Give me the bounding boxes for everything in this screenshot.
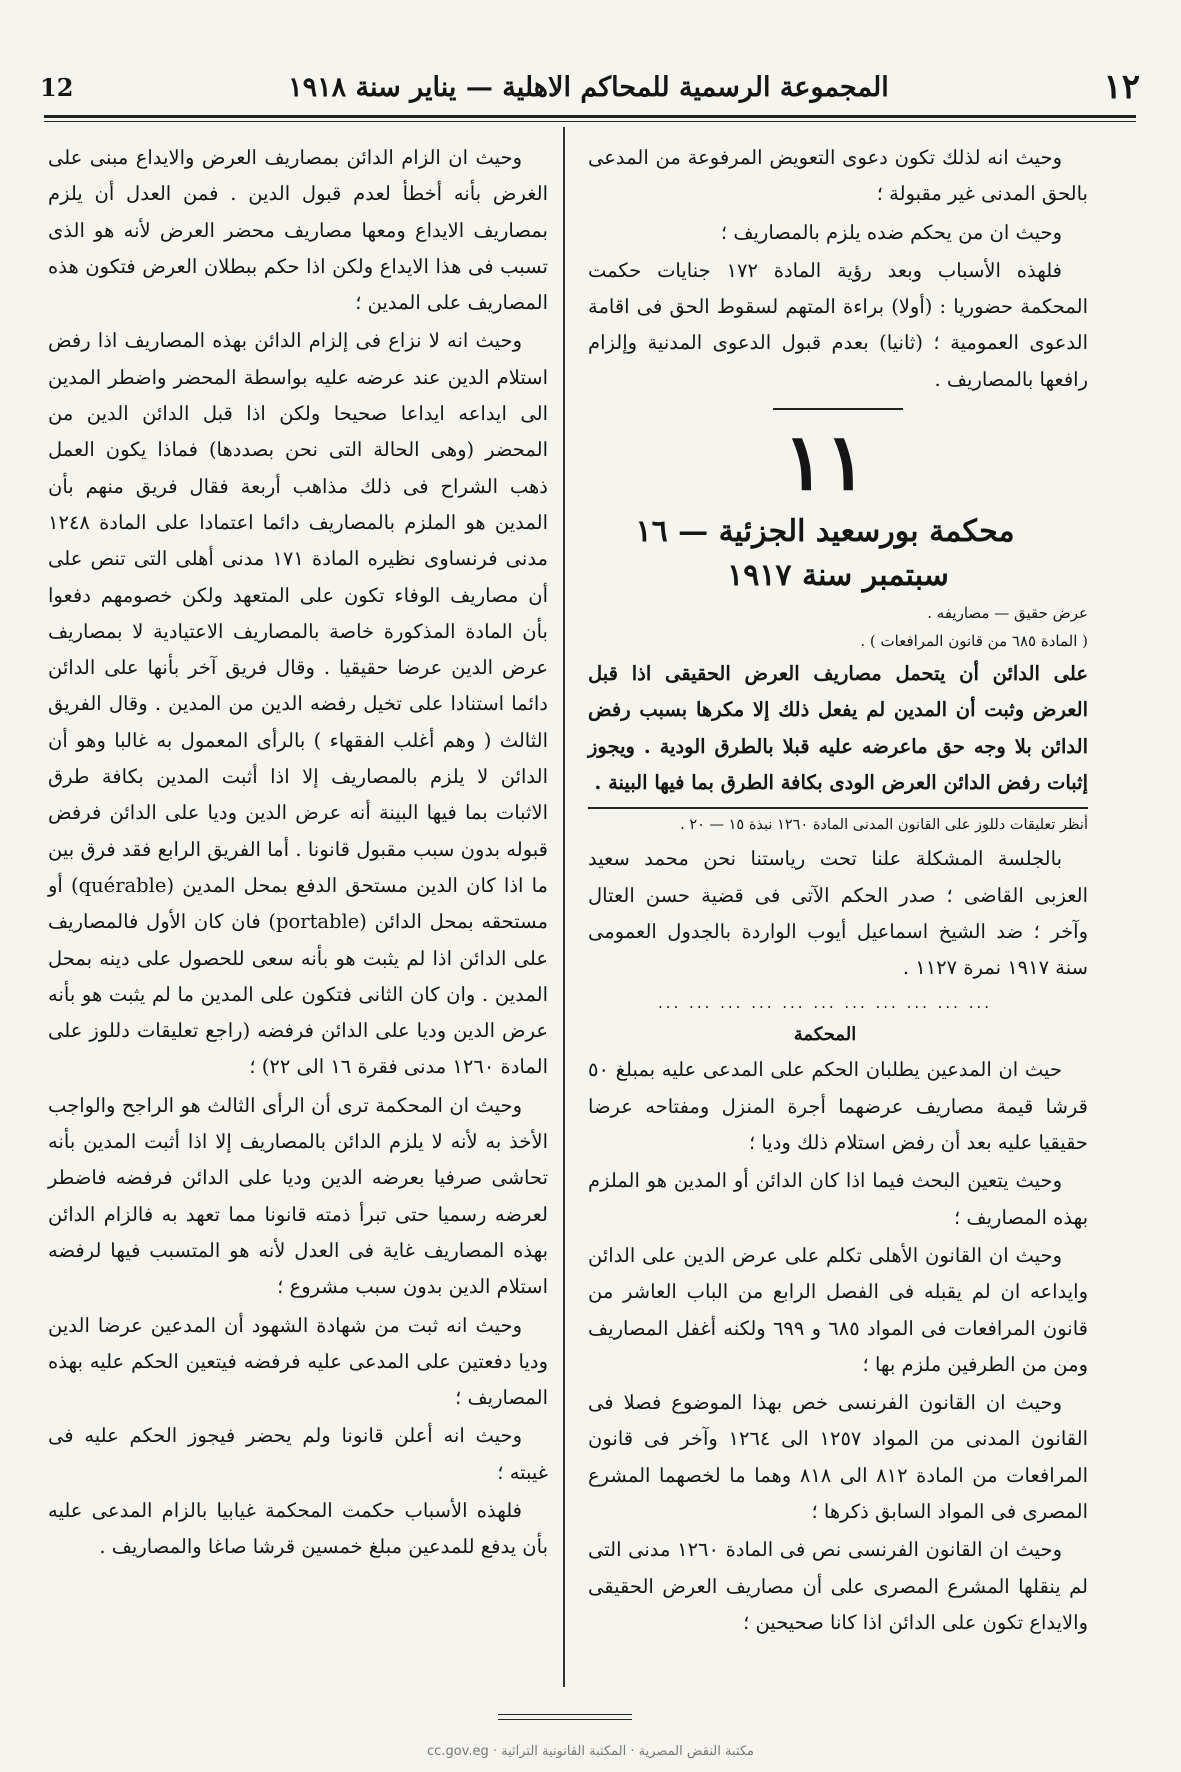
page-number-arabic: ١٢ — [1103, 67, 1140, 107]
paragraph: وحيث انه لا نزاع فى إلزام الدائن بهذه المصاريف اذا رفض استلام الدين عند عرضه عليه بواسطة المحضر واضطر المدين الى ايداعه ايداعا صحيحا ولكن اذا قبل الدائن الدين من المحضر (وهى الحالة التى نحن بصددها) فماذا يكون العمل ذهب الشراح فى ذلك مذاهب أربعة فقال فريق منهم بأن المدين هو الملزم بالمصاريف دائما اعتمادا على المادة ١٢٤٨ مدنى فرنساوى نظيره المادة ١٧١ مدنى أهلى التى تنص على أن مصاريف الوفاء تكون على المتعهد ولكن خصومهم دفعوا بأن المادة المذكورة خاصة بالمصاريف الاعتيادية لا بمصاريف عرض الدين عرضا حقيقيا . وقال فريق آخر بأنها على الدائن دائما استنادا على تخيل رفضه الدين من المدين . وقال الفريق الثالث ( وهم أغلب الفقهاء ) بالرأى المعمول به غالبا وهو أن الدائن لا يلزم بالمصاريف إلا اذا أثبت المدين بكافة طرق الاثبات بما فيها البينة أنه عرض الدين وديا على الدائن فرفض قبوله بدون سبب مقبول قانونا . أما الفريق الرابع فقد فرق بين ما اذا كان الدين مستحق الدفع بمحل المدين (quérable) أو مستحقه بمحل الدائن (portable) فان كان الأول فالمصاريف على الدائن اذا لم يثبت هو بأنه سعى للحصول على دينه بمحل المدين . وان كان الثانى فتكون على المدين ما لم يثبت هو بأنه عرض الدين وديا على الدائن فرفضه (راجع تعليقات دللوز على المادة ١٢٦٠ مدنى فقرة ١٦ الى ٢٢) ؛ — [48, 329, 549, 1079]
footnote: أنظر تعليقات دللوز على القانون المدنى المادة ١٢٦٠ نبذة ١٥ — ٢٠ . — [680, 817, 1088, 834]
column-divider — [563, 127, 565, 1687]
section-separator — [773, 408, 903, 410]
paragraph: وحيث ان الزام الدائن بمصاريف العرض والايداع مبنى على الغرض بأنه أخطأ لعدم قبول الدين . فمن العدل أن يلزم بمصاريف الايداع ومعها مصاريف محضر العرض لأنه هو الذى تسبب فى هذا الايداع ولكن اذا حكم ببطلان العرض فتكون هذه المصاريف على المدين ؛ — [48, 146, 548, 315]
court-heading: محكمة بورسعيد الجزئية — ١٦ سبتمبر سنة ١٩١٧ — [635, 514, 1015, 594]
paragraph: حيث ان المدعين يطلبان الحكم على المدعى عليه بمبلغ ٥٠ قرشا قيمة مصاريف عرضهما أجرة المنزل ومفتاحه عرضا حقيقيا عليه بعد أن رفض استلام ذلك وديا ؛ — [588, 1058, 1088, 1155]
page-number-latin: 12 — [40, 72, 74, 102]
running-title: المجموعة الرسمية للمحاكم الاهلية — يناير سنة ١٩١٨ — [288, 71, 889, 103]
headnote-article: ( المادة ٦٨٥ من قانون المرافعات ) . — [860, 632, 1088, 651]
header-rule-thick — [44, 115, 1136, 118]
case-number: ١١ — [783, 417, 867, 509]
paragraph: وحيث انه ثبت من شهادة الشهود أن المدعين عرضا الدين وديا دفعتين على المدعى عليه فرفضه فيتعين الحكم عليه بهذه المصاريف ؛ — [48, 1313, 548, 1410]
footer-rule — [498, 1719, 632, 1720]
legal-principle-box — [588, 656, 1088, 809]
paragraph: وحيث انه لذلك تكون دعوى التعويض المرفوعة من المدعى بالحق المدنى غير مقبولة ؛ — [588, 146, 1088, 206]
source-footer: cc.gov.eg · مكتبة النقض المصرية · المكتبة القانونية التراثية — [427, 1744, 754, 1759]
paragraph: وحيث انه أعلن قانونا ولم يحضر فيجوز الحكم عليه فى غيبته ؛ — [48, 1424, 548, 1484]
paragraph: وحيث ان القانون الفرنسى خص بهذا الموضوع فصلا فى القانون المدنى من المواد ١٢٥٧ الى ١٢٦٤ وآخر فى قانون المرافعات من المادة ٨١٢ الى ٨١٨ وهما ما لخصهما المشرع المصرى فى المواد السابق ذكرها ؛ — [588, 1391, 1088, 1524]
paragraph: وحيث ان القانون الفرنسى نص فى المادة ١٢٦٠ مدنى التى لم ينقلها المشرع المصرى على أن مصاريف العرض الحقيقى والايداع تكون على الدائن اذا كانا صحيحين ؛ — [588, 1538, 1088, 1634]
court-section-title: المحكمة — [793, 1024, 857, 1046]
paragraph: وحيث ان المحكمة ترى أن الرأى الثالث هو الراجح والواجب الأخذ به لأنه لا يلزم الدائن بالمصاريف إلا اذا أثبت المدين بأنه تحاشى صرفيا بعرضه الدين وديا على الدائن فرفضه فاضطر لعرضه رسميا حتى تبرأ ذمته قانونا مما تعهد به فالزام الدائن بهذه المصاريف غاية فى العدل لأنه هو المتسبب فيها لرفضه استلام الدين بدون سبب مشروع ؛ — [48, 1093, 548, 1299]
ellipsis-line: ... ... ... ... ... ... ... ... ... ... ... — [657, 994, 993, 1013]
headnote-subject: عرض حقيق — مصاريفه . — [927, 604, 1088, 623]
paragraph: فلهذه الأسباب وبعد رؤية المادة ١٧٢ جنايات حكمت المحكمة حضوريا : (أولا) براءة المتهم لسقوط الحق فى اقامة الدعوى العمومية ؛ (ثانيا) بعدم قبول الدعوى المدنية وإلزام رافعها بالمصاريف . — [588, 258, 1088, 391]
session-paragraph: بالجلسة المشكلة علنا تحت رياستنا نحن محمد سعيد العزبى القاضى ؛ صدر الحكم الآتى فى قضية حسن العتال وآخر ؛ ضد الشيخ اسماعيل أيوب الواردة بالجدول العمومى سنة ١٩١٧ نمرة ١١٢٧ . — [588, 847, 1088, 980]
paragraph: وحيث ان من يحكم ضده يلزم بالمصاريف ؛ — [720, 220, 1062, 244]
legal-principle: على الدائن أن يتحمل مصاريف العرض الحقيقى اذا قبل العرض وثبت أن المدين لم يفعل ذلك إلا مكرها بسبب رفض الدائن بلا وجه حق ماعرضه عليه قبلا بالطرق الودية . ويجوز إثبات رفض الدائن العرض الودى بكافة الطرق بما فيها البينة . — [588, 662, 1088, 794]
header-rule-thin — [44, 121, 1136, 122]
left-column — [48, 140, 548, 1568]
right-column — [588, 140, 1088, 1643]
paragraph: فلهذه الأسباب حكمت المحكمة غيابيا بالزام المدعى عليه بأن يدفع للمدعين مبلغ خمسين قرشا صاغا والمصاريف . — [48, 1498, 548, 1559]
page-header — [40, 62, 1140, 112]
footer-rule — [498, 1714, 632, 1715]
paragraph: وحيث ان القانون الأهلى تكلم على عرض الدين على الدائن وايداعه ان لم يقبله فى الفصل الرابع من الباب العاشر من قانون المرافعات فى المواد ٦٨٥ و ٦٩٩ ولكنه أغفل المصاريف ومن من الطرفين ملزم بها ؛ — [588, 1243, 1088, 1376]
paragraph: وحيث يتعين البحث فيما اذا كان الدائن أو المدين هو الملزم بهذه المصاريف ؛ — [588, 1169, 1088, 1229]
